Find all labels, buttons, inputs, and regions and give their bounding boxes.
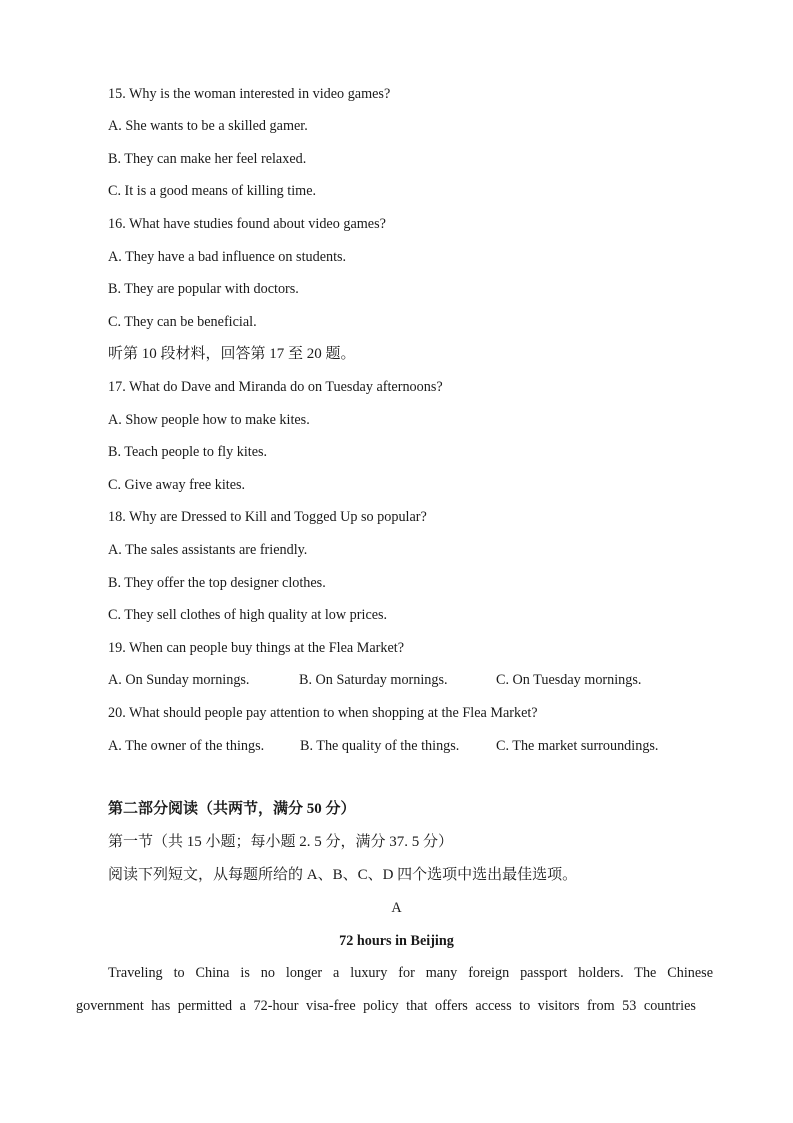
option-15-c: C. It is a good means of killing time. [108,183,317,199]
passage-body: Traveling to China is no longer a luxury for many foreign passport holders. The Chinese government has permitted a 72-hour visa-free policy that offers access to visitors from 53 countries [76,965,713,1014]
option-19-b: B. On Saturday mornings. [299,672,448,688]
question-15: 15. Why is the woman interested in video games? [108,86,391,102]
option-18-b: B. They offer the top designer clothes. [108,575,326,591]
passage-title: 72 hours in Beijing [339,933,454,949]
option-18-c: C. They sell clothes of high quality at low prices. [108,607,388,623]
question-17: 17. What do Dave and Miranda do on Tuesday afternoons? [108,379,443,395]
option-15-a: A. She wants to be a skilled gamer. [108,118,308,134]
part2-section1: 第一节（共 15 小题；每小题 2. 5 分，满分 37. 5 分） [108,834,454,850]
option-15-b: B. They can make her feel relaxed. [108,151,307,167]
part2-heading: 第二部分阅读（共两节，满分 50 分） [108,801,356,817]
option-17-c: C. Give away free kites. [108,477,246,493]
option-16-c: C. They can be beneficial. [108,314,257,330]
option-20-c: C. The market surroundings. [496,738,659,754]
question-20: 20. What should people pay attention to when shopping at the Flea Market? [108,705,538,721]
option-19-a: A. On Sunday mornings. [108,672,250,688]
part2-instruction: 阅读下列短文，从每题所给的 A、B、C、D 四个选项中选出最佳选项。 [108,867,578,883]
question-16: 16. What have studies found about video games? [108,216,386,232]
option-20-b: B. The quality of the things. [300,738,460,754]
option-17-a: A. Show people how to make kites. [108,412,310,428]
option-19-c: C. On Tuesday mornings. [496,672,642,688]
question-19: 19. When can people buy things at the Flea Market? [108,640,405,656]
option-20-a: A. The owner of the things. [108,738,265,754]
passage-letter: A [391,900,402,916]
section-instruction-10: 听第 10 段材料，回答第 17 至 20 题。 [108,346,356,362]
option-16-b: B. They are popular with doctors. [108,281,299,297]
option-16-a: A. They have a bad influence on students. [108,249,347,265]
question-18: 18. Why are Dressed to Kill and Togged Up so popular? [108,509,427,525]
option-17-b: B. Teach people to fly kites. [108,444,268,460]
option-18-a: A. The sales assistants are friendly. [108,542,308,558]
